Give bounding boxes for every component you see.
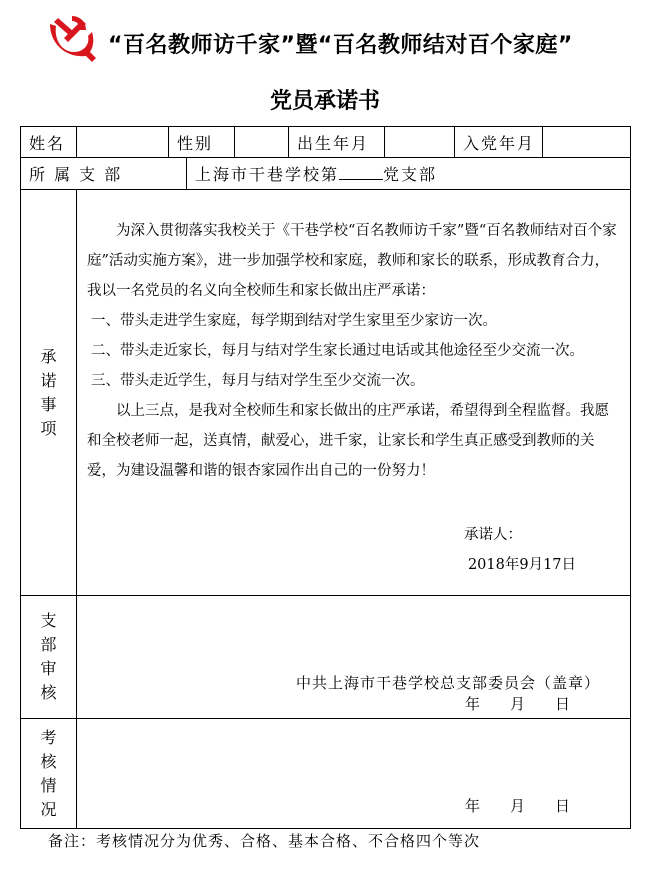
signer-label: 承诺人： — [464, 527, 523, 543]
intro-paragraph: 为深入贯彻落实我校关于《干巷学校“百名教师访千家”暨“百名教师结对百个家庭”活动实施方案》，进一步加强学校和家庭，教师和家长的联系，形成教育合力，我以一名党员的名义向全校师生和家长做出庄严承诺： — [87, 223, 617, 299]
commit-content — [77, 190, 631, 596]
branch-suffix: 党支部 — [383, 165, 438, 184]
party-emblem-icon — [44, 10, 98, 64]
branch-field[interactable] — [187, 158, 631, 190]
assess-content[interactable] — [77, 719, 631, 829]
commit-item-3: 三、带头走近学生，每月与结对学生至少交流一次。 — [91, 373, 425, 389]
review-content[interactable] — [77, 596, 631, 719]
review-label: 支部审核 — [40, 611, 57, 702]
assess-label: 考核情况 — [40, 727, 57, 819]
name-label: 姓名 — [21, 127, 77, 158]
branch-label: 所 属 支 部 — [21, 158, 187, 190]
stamp-text: 中共上海市干巷学校总支部委员会（盖章） — [296, 674, 601, 692]
assess-label-cell — [21, 719, 77, 829]
name-field[interactable] — [77, 127, 169, 158]
commit-label-cell — [21, 190, 77, 596]
document-subtitle: 党员承诺书 — [269, 89, 380, 114]
gender-field[interactable] — [235, 127, 289, 158]
assess-date: 年 月 日 — [465, 797, 571, 815]
branch-prefix: 上海市干巷学校第 — [195, 165, 340, 184]
footnote: 备注：考核情况分为优秀、合格、基本合格、不合格四个等次 — [48, 832, 481, 850]
join-label: 入党年月 — [455, 127, 543, 158]
commit-label: 承诺事项 — [40, 346, 57, 438]
review-date: 年 月 日 — [465, 695, 571, 713]
sign-date: 2018年9月17日 — [467, 557, 577, 573]
join-field[interactable] — [543, 127, 631, 158]
pledge-form-table — [20, 126, 631, 829]
closing-paragraph: 以上三点，是我对全校师生和家长做出的庄严承诺，希望得到全程监督。我愿和全校老师一起，送真情，献爱心，进千家，让家长和学生真正感受到教师的关爱，为建设温馨和谐的银杏家园作出自己的一份努力！ — [87, 403, 609, 479]
birth-label: 出生年月 — [289, 127, 385, 158]
document-title: “百名教师访千家”暨“百名教师结对百个家庭” — [108, 33, 573, 58]
birth-field[interactable] — [385, 127, 455, 158]
review-label-cell — [21, 596, 77, 719]
gender-label: 性别 — [169, 127, 235, 158]
branch-number-blank[interactable] — [339, 165, 383, 180]
commit-item-1: 一、带头走进学生家庭，每学期到结对学生家里至少家访一次。 — [91, 313, 497, 329]
commit-item-2: 二、带头走近家长，每月与结对学生家长通过电话或其他途径至少交流一次。 — [91, 343, 584, 359]
